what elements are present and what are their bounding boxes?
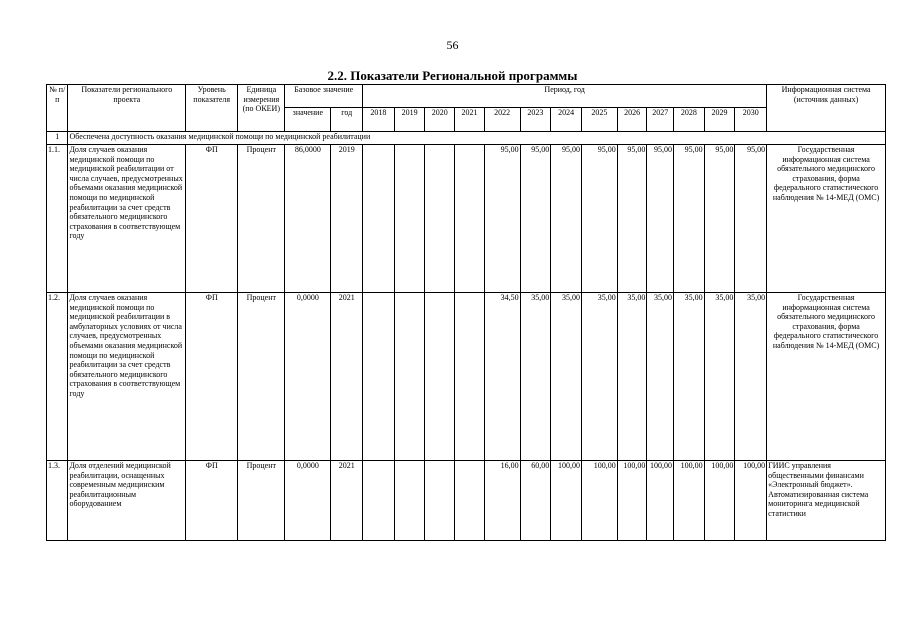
header-indicator: Показатели регионального проекта xyxy=(68,85,186,132)
row-value: 100,00 xyxy=(673,461,704,541)
header-period: Период, год xyxy=(363,85,767,108)
header-row-1 xyxy=(47,85,886,108)
row-value xyxy=(425,461,455,541)
table-row xyxy=(47,145,886,293)
row-num: 1.2. xyxy=(47,293,68,461)
row-value: 35,00 xyxy=(647,293,674,461)
row-value: 16,00 xyxy=(484,461,520,541)
row-level: ФП xyxy=(186,461,238,541)
header-unit: Единица измерения (по ОКЕИ) xyxy=(238,85,285,132)
row-value xyxy=(363,293,395,461)
header-year: 2027 xyxy=(647,108,674,132)
row-value xyxy=(363,461,395,541)
header-level: Уровень показателя xyxy=(186,85,238,132)
header-base-value: значение xyxy=(285,108,331,132)
header-year: 2026 xyxy=(617,108,647,132)
row-value xyxy=(455,293,485,461)
row-value: 100,00 xyxy=(735,461,767,541)
row-value xyxy=(394,461,425,541)
row-info: ГИИС управления общественными финансами «Электронный бюджет». Автоматизированная система мониторинга медицинской статистики xyxy=(767,461,886,541)
row-value: 95,00 xyxy=(581,145,617,293)
page-title: 2.2. Показатели Региональной программы xyxy=(327,68,578,83)
table-row xyxy=(47,293,886,461)
section-num: 1 xyxy=(47,132,68,145)
header-year: 2023 xyxy=(520,108,551,132)
header-year: 2030 xyxy=(735,108,767,132)
row-info: Государственная информационная система обязательного медицинского страхования, форма федерального статистического наблюдения № 14-МЕД (ОМС) xyxy=(767,293,886,461)
header-year: 2028 xyxy=(673,108,704,132)
row-value: 95,00 xyxy=(673,145,704,293)
row-unit: Процент xyxy=(238,145,285,293)
indicators-table xyxy=(46,84,886,541)
page-number: 56 xyxy=(446,38,459,52)
row-value: 100,00 xyxy=(617,461,647,541)
row-value: 100,00 xyxy=(581,461,617,541)
row-value: 95,00 xyxy=(520,145,551,293)
row-base-value: 0,0000 xyxy=(285,293,331,461)
row-value xyxy=(455,145,485,293)
header-base: Базовое значение xyxy=(285,85,363,108)
row-value: 95,00 xyxy=(551,145,582,293)
row-value: 100,00 xyxy=(647,461,674,541)
row-base-year: 2021 xyxy=(331,461,363,541)
row-value xyxy=(394,293,425,461)
row-value: 35,00 xyxy=(704,293,735,461)
header-num: № п/п xyxy=(47,85,68,132)
row-value: 95,00 xyxy=(617,145,647,293)
header-info: Информационная система (источник данных) xyxy=(767,85,886,132)
row-value xyxy=(363,145,395,293)
row-value: 34,50 xyxy=(484,293,520,461)
header-year: 2018 xyxy=(363,108,395,132)
row-value: 35,00 xyxy=(581,293,617,461)
row-indicator: Доля отделений медицинской реабилитации, оснащенных современным медицинским реабилитационным оборудованием xyxy=(68,461,186,541)
row-value: 100,00 xyxy=(704,461,735,541)
row-value: 95,00 xyxy=(484,145,520,293)
row-value: 35,00 xyxy=(617,293,647,461)
row-base-value: 0,0000 xyxy=(285,461,331,541)
header-year: 2020 xyxy=(425,108,455,132)
row-value xyxy=(425,145,455,293)
section-row xyxy=(47,132,886,145)
section-title: Обеспечена доступность оказания медицинской помощи по медицинской реабилитации xyxy=(68,132,886,145)
header-base-year: год xyxy=(331,108,363,132)
row-value xyxy=(425,293,455,461)
row-value: 35,00 xyxy=(673,293,704,461)
row-value: 100,00 xyxy=(551,461,582,541)
row-base-year: 2021 xyxy=(331,293,363,461)
row-value: 35,00 xyxy=(520,293,551,461)
header-year: 2025 xyxy=(581,108,617,132)
row-value xyxy=(455,461,485,541)
row-unit: Процент xyxy=(238,293,285,461)
row-value: 35,00 xyxy=(551,293,582,461)
row-num: 1.1. xyxy=(47,145,68,293)
row-value xyxy=(394,145,425,293)
row-value: 60,00 xyxy=(520,461,551,541)
row-info: Государственная информационная система обязательного медицинского страхования, форма федерального статистического наблюдения № 14-МЕД (ОМС) xyxy=(767,145,886,293)
row-level: ФП xyxy=(186,293,238,461)
row-value: 35,00 xyxy=(735,293,767,461)
row-value: 95,00 xyxy=(704,145,735,293)
row-value: 95,00 xyxy=(735,145,767,293)
row-indicator: Доля случаев оказания медицинской помощи по медицинской реабилитации от числа случаев, предусмотренных объемами оказания медицинской помощи по медицинской реабилитации за счет средств обязательного медицинского страхования в соответствующем году xyxy=(68,145,186,293)
row-indicator: Доля случаев оказания медицинской помощи по медицинской реабилитации в амбулаторных условиях от числа случаев, предусмотренных объемами оказания медицинской помощи по медицинской реабилитации за счет средств обязательного медицинского страхования в соответствующем году xyxy=(68,293,186,461)
header-year: 2029 xyxy=(704,108,735,132)
table-row xyxy=(47,461,886,541)
header-year: 2022 xyxy=(484,108,520,132)
row-value: 95,00 xyxy=(647,145,674,293)
row-level: ФП xyxy=(186,145,238,293)
row-base-year: 2019 xyxy=(331,145,363,293)
row-num: 1.3. xyxy=(47,461,68,541)
row-unit: Процент xyxy=(238,461,285,541)
header-year: 2024 xyxy=(551,108,582,132)
row-base-value: 86,0000 xyxy=(285,145,331,293)
header-year: 2019 xyxy=(394,108,425,132)
header-year: 2021 xyxy=(455,108,485,132)
